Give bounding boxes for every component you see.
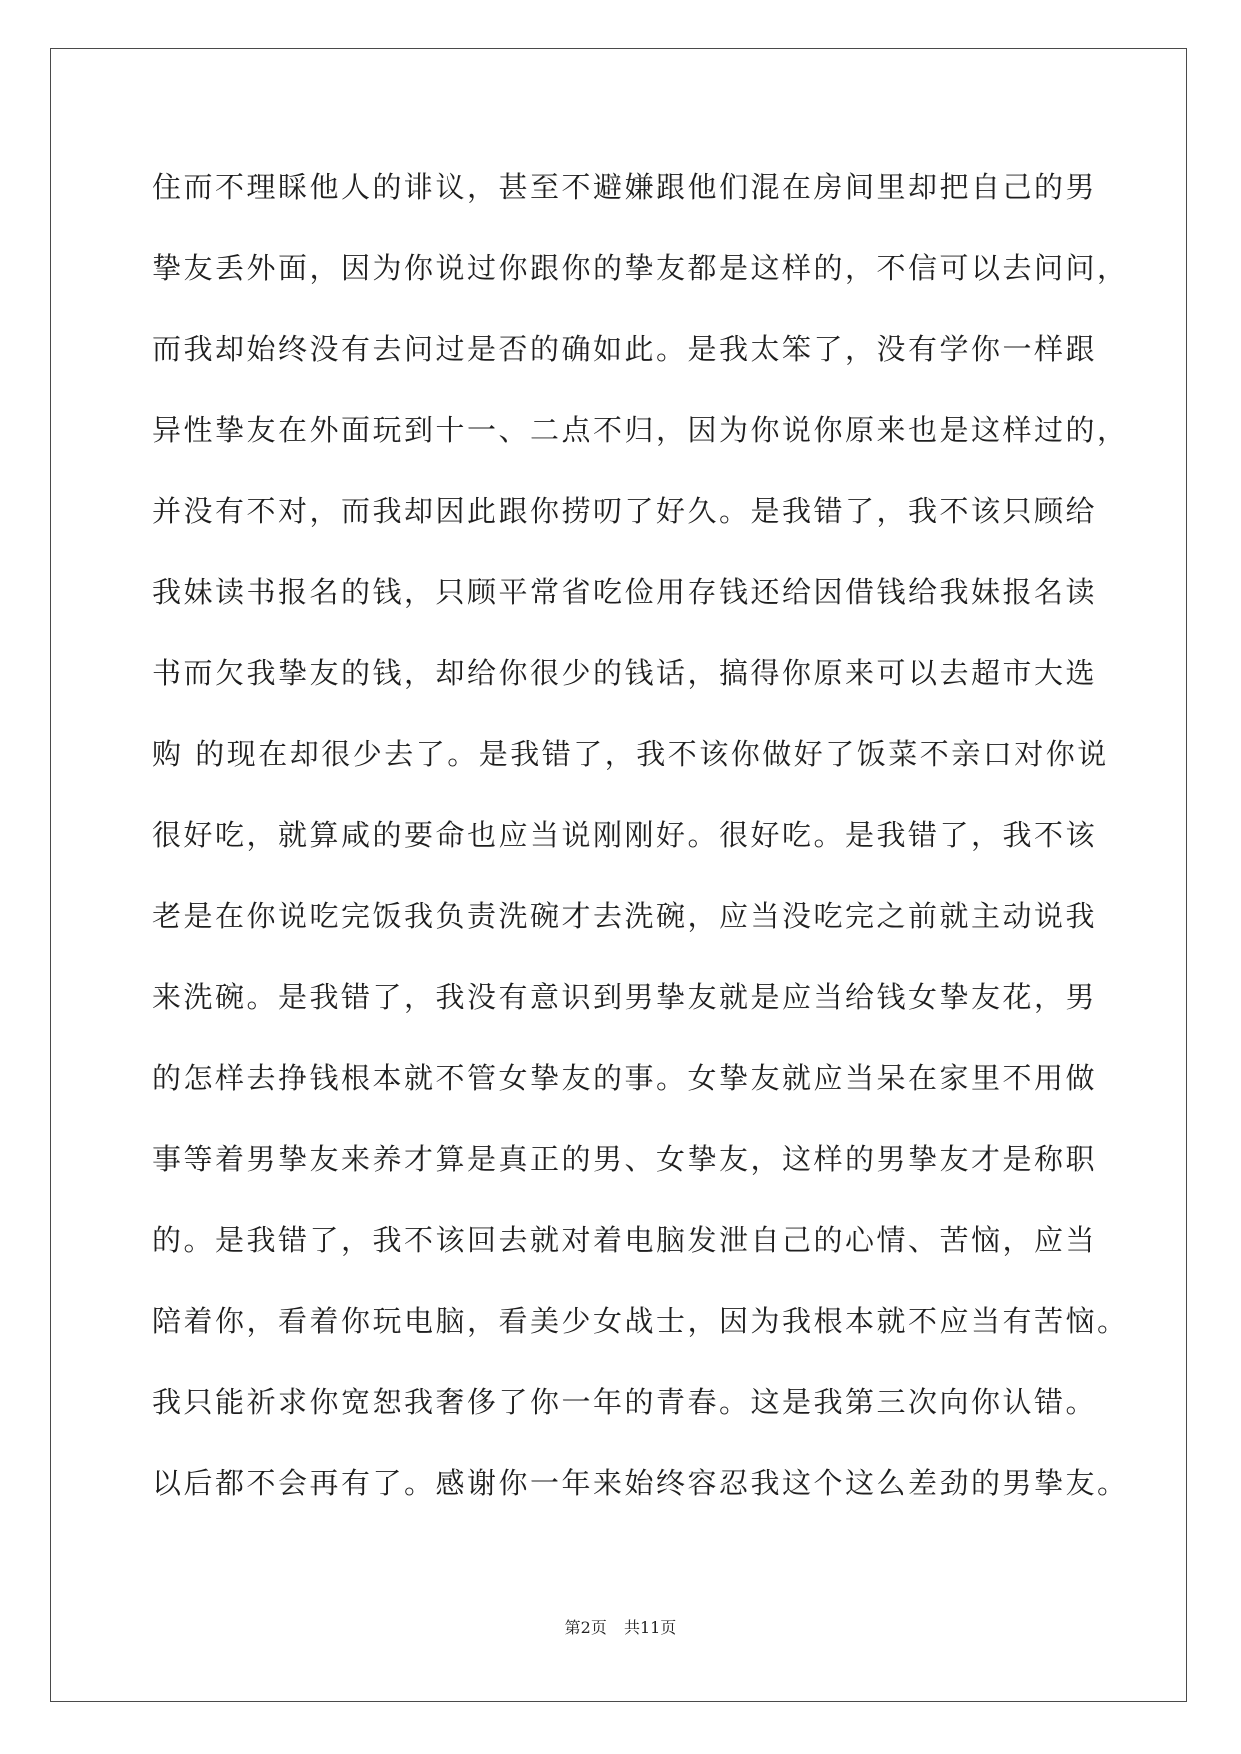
text-line: 住而不理睬他人的诽议，甚至不避嫌跟他们混在房间里却把自己的男	[152, 170, 1098, 204]
text-line: 来洗碗。是我错了，我没有意识到男挚友就是应当给钱女挚友花，男	[152, 980, 1098, 1014]
text-line: 我妹读书报名的钱，只顾平常省吃俭用存钱还给因借钱给我妹报名读	[152, 575, 1098, 609]
text-line: 的怎样去挣钱根本就不管女挚友的事。女挚友就应当呆在家里不用做	[152, 1061, 1098, 1095]
text-line: 异性挚友在外面玩到十一、二点不归，因为你说你原来也是这样过的，	[152, 413, 1129, 447]
text-line: 我只能祈求你宽恕我奢侈了你一年的青春。这是我第三次向你认错。	[152, 1385, 1098, 1419]
text-line: 事等着男挚友来养才算是真正的男、女挚友，这样的男挚友才是称职	[152, 1142, 1098, 1176]
text-line: 书而欠我挚友的钱，却给你很少的钱话，搞得你原来可以去超市大选	[152, 656, 1098, 690]
text-line: 很好吃，就算咸的要命也应当说刚刚好。很好吃。是我错了，我不该	[152, 818, 1098, 852]
text-line: 挚友丢外面，因为你说过你跟你的挚友都是这样的，不信可以去问问，	[152, 251, 1129, 285]
text-line: 陪着你，看着你玩电脑，看美少女战士，因为我根本就不应当有苦恼。	[152, 1304, 1129, 1338]
page-number: 第2页 共11页	[564, 1618, 677, 1637]
text-line: 以后都不会再有了。感谢你一年来始终容忍我这个这么差劲的男挚友。	[152, 1466, 1129, 1500]
text-line: 购 的现在却很少去了。是我错了，我不该你做好了饭菜不亲口对你说	[152, 737, 1109, 771]
text-line: 并没有不对，而我却因此跟你捞叨了好久。是我错了，我不该只顾给	[152, 494, 1098, 528]
body-text	[152, 147, 1129, 1524]
text-line: 的。是我错了，我不该回去就对着电脑发泄自己的心情、苦恼，应当	[152, 1223, 1098, 1257]
text-line: 老是在你说吃完饭我负责洗碗才去洗碗，应当没吃完之前就主动说我	[152, 899, 1098, 933]
text-line: 而我却始终没有去问过是否的确如此。是我太笨了，没有学你一样跟	[152, 332, 1098, 366]
